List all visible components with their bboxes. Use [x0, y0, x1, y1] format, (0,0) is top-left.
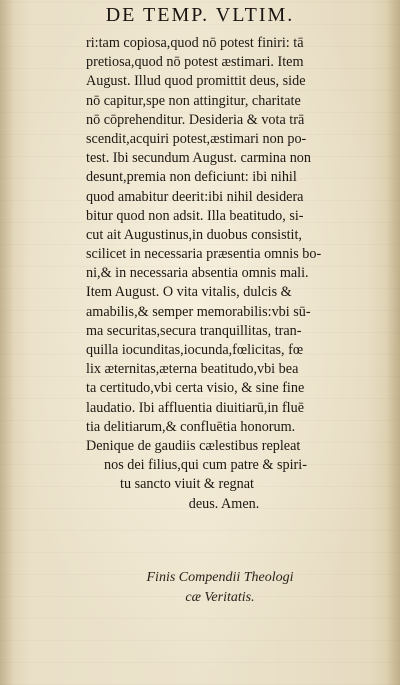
text-line: nō capitur,spe non attingitur, charitate — [86, 92, 301, 109]
running-header: DE TEMP. VLTIM. — [105, 4, 295, 26]
text-line: nos dei filius,qui cum patre & spiri- — [104, 457, 307, 474]
text-line: tu sancto viuit & regnat — [120, 476, 254, 493]
text-line: pretiosa,quod nō potest æstimari. Item — [86, 54, 304, 71]
text-line: ma securitas,secura tranquillitas, tran- — [86, 322, 302, 339]
text-line: tia delitiarum,& confluētia honorum. — [86, 418, 296, 435]
text-line: cut ait Augustinus,in duobus consistit, — [86, 226, 302, 243]
text-line: ni,& in necessaria absentia omnis mali. — [86, 265, 309, 282]
text-line: lix æternitas,æterna beatitudo,vbi bea — [86, 361, 299, 378]
text-line: laudatio. Ibi affluentia diuitiarū,in fluē — [86, 399, 305, 416]
text-line: ri:tam copiosa,quod nō potest finiri: tā — [86, 35, 304, 51]
text-line: nō cōprehenditur. Desideria & vota trā — [86, 111, 305, 128]
page-edge-left — [0, 0, 14, 685]
text-line: quilla iocunditas,iocunda,fœlicitas, fœ — [86, 342, 304, 358]
text-line: Item August. O vita vitalis, dulcis & — [86, 284, 292, 301]
text-line-amen: deus. Amen. — [188, 495, 260, 512]
colophon — [120, 568, 320, 608]
colophon-line: Finis Compendii Theologi — [146, 570, 294, 585]
text-line: bitur quod non adsit. Illa beatitudo, si- — [86, 207, 304, 224]
text-line: Denique de gaudiis cælestibus repleat — [86, 437, 301, 454]
text-line: quod amabitur deerit:ibi nihil desidera — [86, 188, 304, 205]
text-line: August. Illud quod promittit deus, side — [86, 73, 306, 90]
text-line: test. Ibi secundum August. carmina non — [86, 150, 311, 167]
body-text — [86, 34, 362, 514]
text-line: scendit,acquiri potest,æstimari non po- — [86, 130, 307, 147]
text-line: scilicet in necessaria præsentia omnis bo- — [86, 246, 322, 263]
page-edge-right — [386, 0, 400, 685]
colophon-line: cæ Veritatis. — [185, 590, 255, 605]
text-line: ta certitudo,vbi certa visio, & sine fine — [86, 380, 305, 397]
text-line: amabilis,& semper memorabilis:vbi sū- — [86, 303, 311, 320]
text-line: desunt,premia non deficiunt: ibi nihil — [86, 169, 297, 186]
